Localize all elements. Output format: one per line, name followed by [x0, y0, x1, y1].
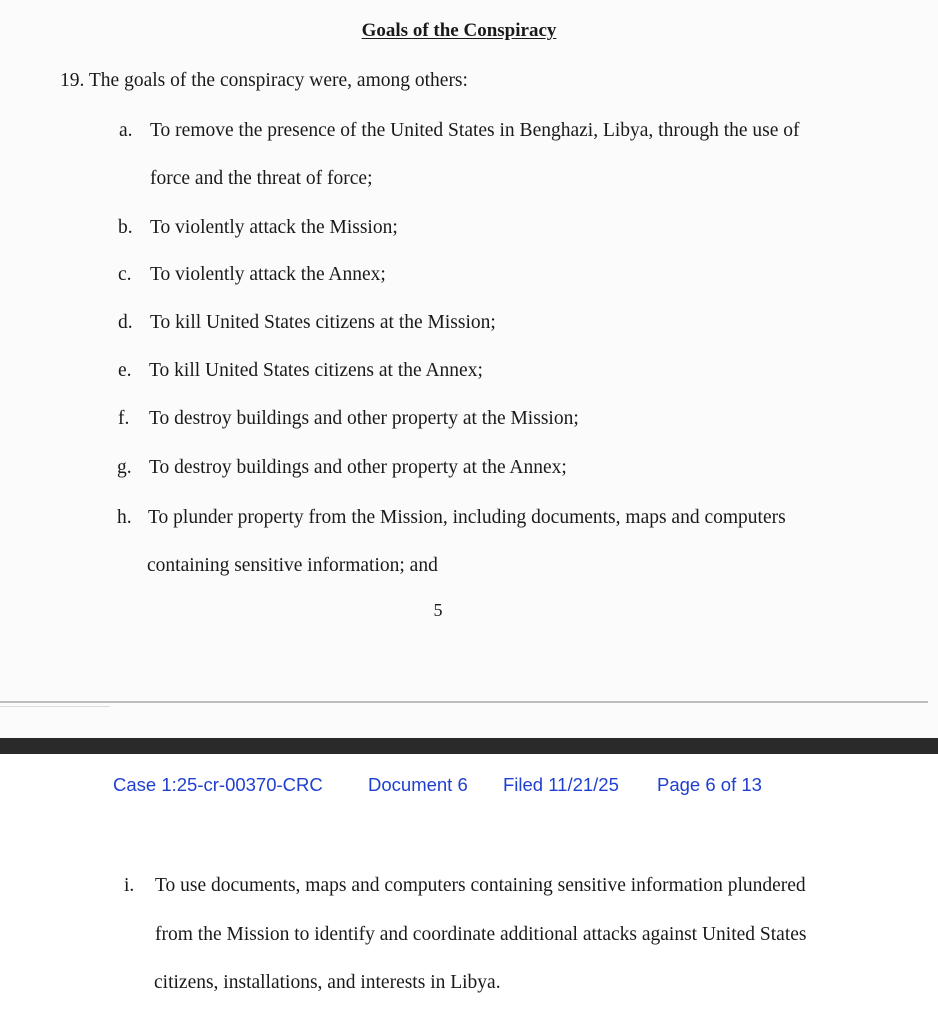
- item-label-a: a.: [119, 120, 133, 141]
- item-label-f: f.: [118, 408, 130, 429]
- ecf-case-number: Case 1:25-cr-00370-CRC: [113, 774, 323, 795]
- ecf-page-count: Page 6 of 13: [657, 774, 762, 795]
- page-bottom-rule-faint: [0, 706, 110, 707]
- item-text-d: To kill United States citizens at the Mission;: [150, 312, 496, 333]
- item-text-b: To violently attack the Mission;: [150, 217, 398, 238]
- item-label-d: d.: [118, 312, 133, 333]
- page-separator: [0, 738, 938, 754]
- item-text-a-line-1: To remove the presence of the United States in Benghazi, Libya, through the use of: [150, 120, 800, 141]
- item-label-b: b.: [118, 217, 133, 238]
- item-label-h: h.: [117, 507, 132, 528]
- item-text-i-line-2: from the Mission to identify and coordinate additional attacks against United States: [155, 924, 807, 945]
- page-number: 5: [433, 600, 443, 620]
- ecf-document-number: Document 6: [368, 774, 468, 795]
- item-text-i-line-3: citizens, installations, and interests in Libya.: [154, 972, 501, 993]
- item-label-c: c.: [118, 264, 132, 285]
- item-text-g: To destroy buildings and other property at the Annex;: [149, 457, 567, 478]
- item-label-i: i.: [124, 875, 135, 896]
- ecf-filed-date: Filed 11/21/25: [503, 774, 619, 795]
- item-text-c: To violently attack the Annex;: [150, 264, 386, 285]
- item-text-h-line-2: containing sensitive information; and: [147, 555, 438, 576]
- item-text-e: To kill United States citizens at the Annex;: [149, 360, 483, 381]
- item-label-g: g.: [117, 457, 132, 478]
- section-heading: Goals of the Conspiracy: [361, 20, 557, 41]
- item-text-i-line-1: To use documents, maps and computers containing sensitive information plundered: [155, 875, 806, 896]
- item-text-f: To destroy buildings and other property at the Mission;: [149, 408, 579, 429]
- item-label-e: e.: [118, 360, 132, 381]
- page-bottom-rule: [0, 701, 928, 703]
- paragraph-19: 19. The goals of the conspiracy were, among others:: [60, 70, 468, 91]
- item-text-a-line-2: force and the threat of force;: [150, 168, 373, 189]
- item-text-h-line-1: To plunder property from the Mission, including documents, maps and computers: [148, 507, 786, 528]
